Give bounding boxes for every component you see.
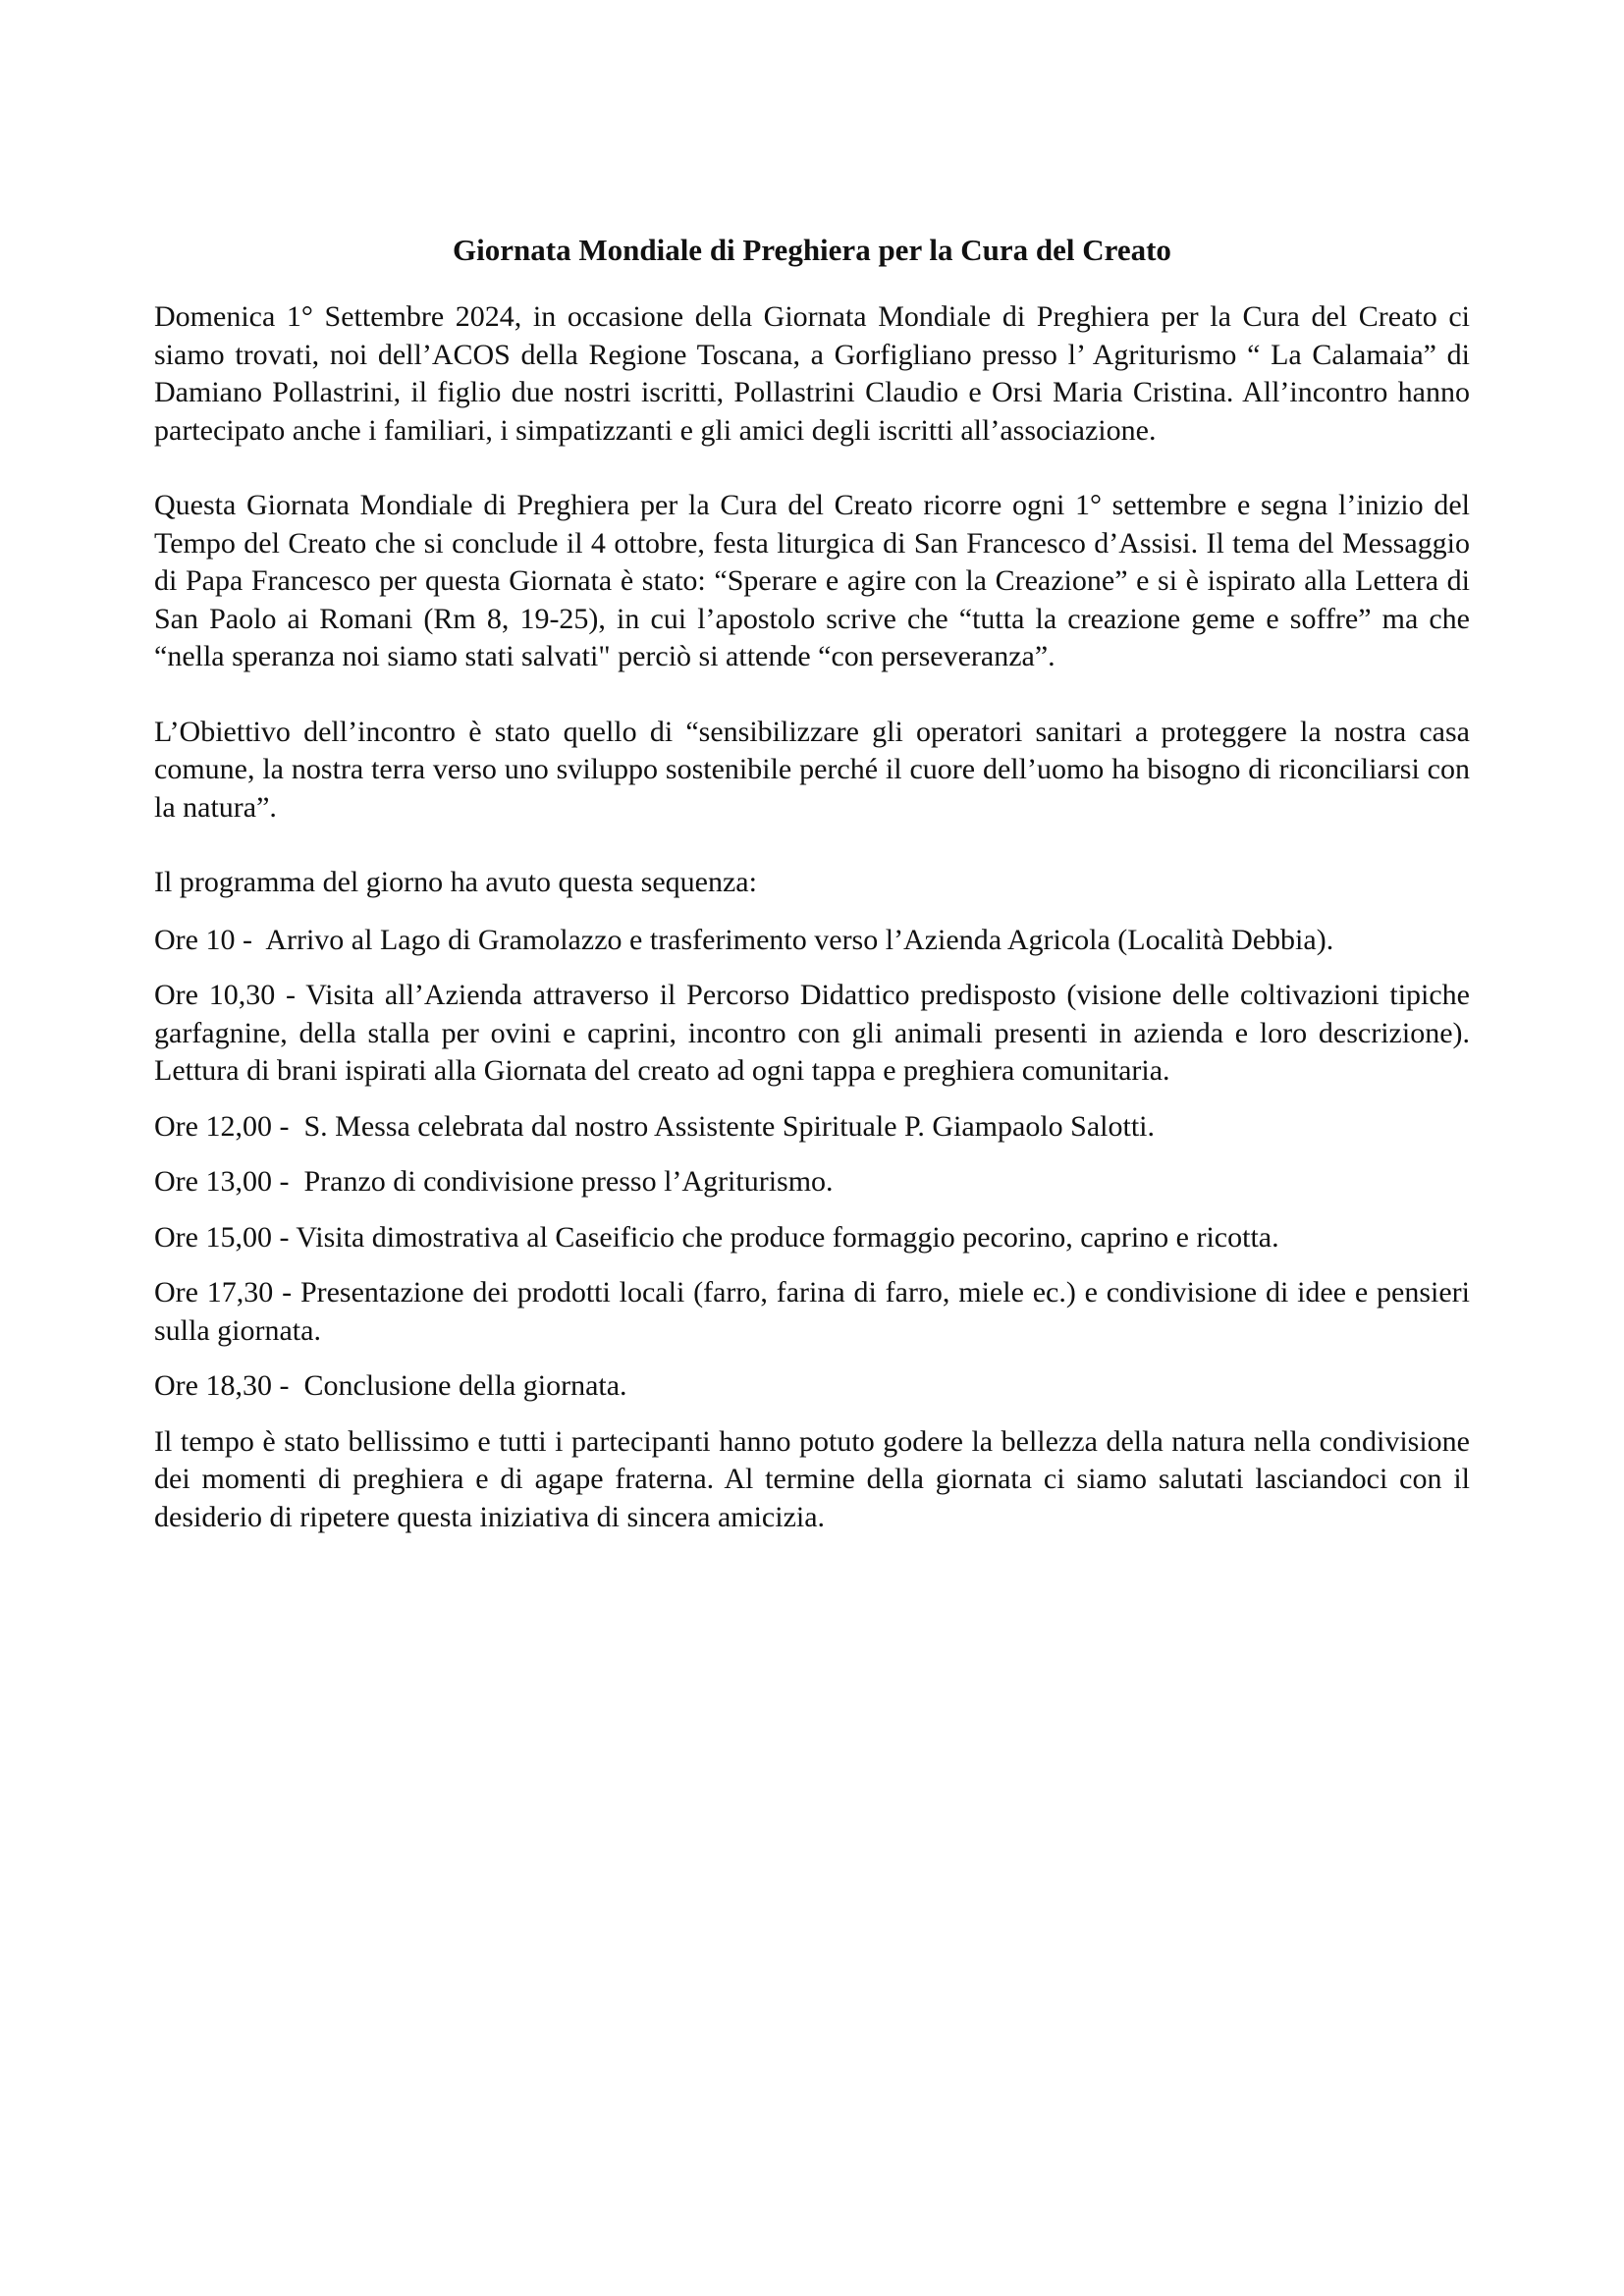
paragraph-context: Questa Giornata Mondiale di Preghiera per la Cura del Creato ricorre ogni 1° settembre e segna l’inizio del Tempo del Creato che si conclude il 4 ottobre, festa liturgica di San Francesco d’Assisi. Il tema del Messaggio di Papa Francesco per questa Giornata è stato: “Sperare e agire con la Creazione” e si è ispirato alla Lettera di San Paolo ai Romani (Rm 8, 19-25), in cui l’apostolo scrive che “tutta la creazione geme e soffre” ma che “nella speranza noi siamo stati salvati" perciò si attende “con perseveranza”. <box>154 489 1470 672</box>
program-text: Visita all’Azienda attraverso il Percorso Didattico predisposto (visione delle coltivazioni tipiche garfagnine, della stalla per ovini e caprini, incontro con gli animali presenti in azienda e loro descrizione). Lettura di brani ispirati alla Giornata del creato ad ogni tappa e preghiera comunitaria. <box>154 979 1470 1087</box>
program-item <box>154 1163 1470 1201</box>
paragraph-intro: Domenica 1° Settembre 2024, in occasione della Giornata Mondiale di Preghiera per la Cura del Creato ci siamo trovati, noi dell’ACOS della Regione Toscana, a Gorfigliano presso l’ Agriturismo “ La Calamaia” di Damiano Pollastrini, il figlio due nostri iscritti, Pollastrini Claudio e Orsi Maria Cristina. All’incontro hanno partecipato anche i familiari, i simpatizzanti e gli amici degli iscritti all’associazione. <box>154 300 1470 447</box>
paragraph-closing: Il tempo è stato bellissimo e tutti i partecipanti hanno potuto godere la bellezza della natura nella condivisione dei momenti di preghiera e di agape fraterna. Al termine della giornata ci siamo salutati lasciandoci con il desiderio di ripetere questa iniziativa di sincera amicizia. <box>154 1424 1470 1533</box>
program-text: Conclusione della giornata. <box>303 1369 627 1402</box>
program-item <box>154 1367 1470 1406</box>
program-time: Ore 17,30 - <box>154 1276 300 1308</box>
program-text: S. Messa celebrata dal nostro Assistente Spirituale P. Giampaolo Salotti. <box>303 1109 1156 1143</box>
program-text: Visita dimostrativa al Caseificio che produce formaggio pecorino, caprino e ricotta. <box>296 1220 1279 1254</box>
program-text: Presentazione dei prodotti locali (farro, farina di farro, miele ec.) e condivisione di idee e pensieri sulla giornata. <box>154 1276 1470 1347</box>
program-time: Ore 10 - <box>154 923 266 956</box>
program-item <box>154 1108 1470 1147</box>
program-item <box>154 1274 1470 1350</box>
document-title: Giornata Mondiale di Preghiera per la Cura del Creato <box>453 233 1171 267</box>
program-time: Ore 10,30 - <box>154 979 306 1011</box>
program-intro: Il programma del giorno ha avuto questa sequenza: <box>154 866 757 898</box>
program-time: Ore 12,00 - <box>154 1109 304 1143</box>
program-time: Ore 15,00 - <box>154 1220 297 1254</box>
program-time: Ore 18,30 - <box>154 1369 304 1402</box>
document-body <box>154 232 1470 1536</box>
program-text: Arrivo al Lago di Gramolazzo e trasferimento verso l’Azienda Agricola (Località Debbia). <box>265 923 1334 956</box>
paragraph-objective: L’Obiettivo dell’incontro è stato quello di “sensibilizzare gli operatori sanitari a proteggere la nostra casa comune, la nostra terra verso uno sviluppo sostenibile perché il cuore dell’uomo ha bisogno di riconciliarsi con la natura”. <box>154 715 1470 824</box>
program-text: Pranzo di condivisione presso l’Agriturismo. <box>303 1165 834 1198</box>
program-item <box>154 977 1470 1091</box>
program-time: Ore 13,00 - <box>154 1165 304 1198</box>
program-item <box>154 1219 1470 1257</box>
program-item <box>154 922 1470 960</box>
